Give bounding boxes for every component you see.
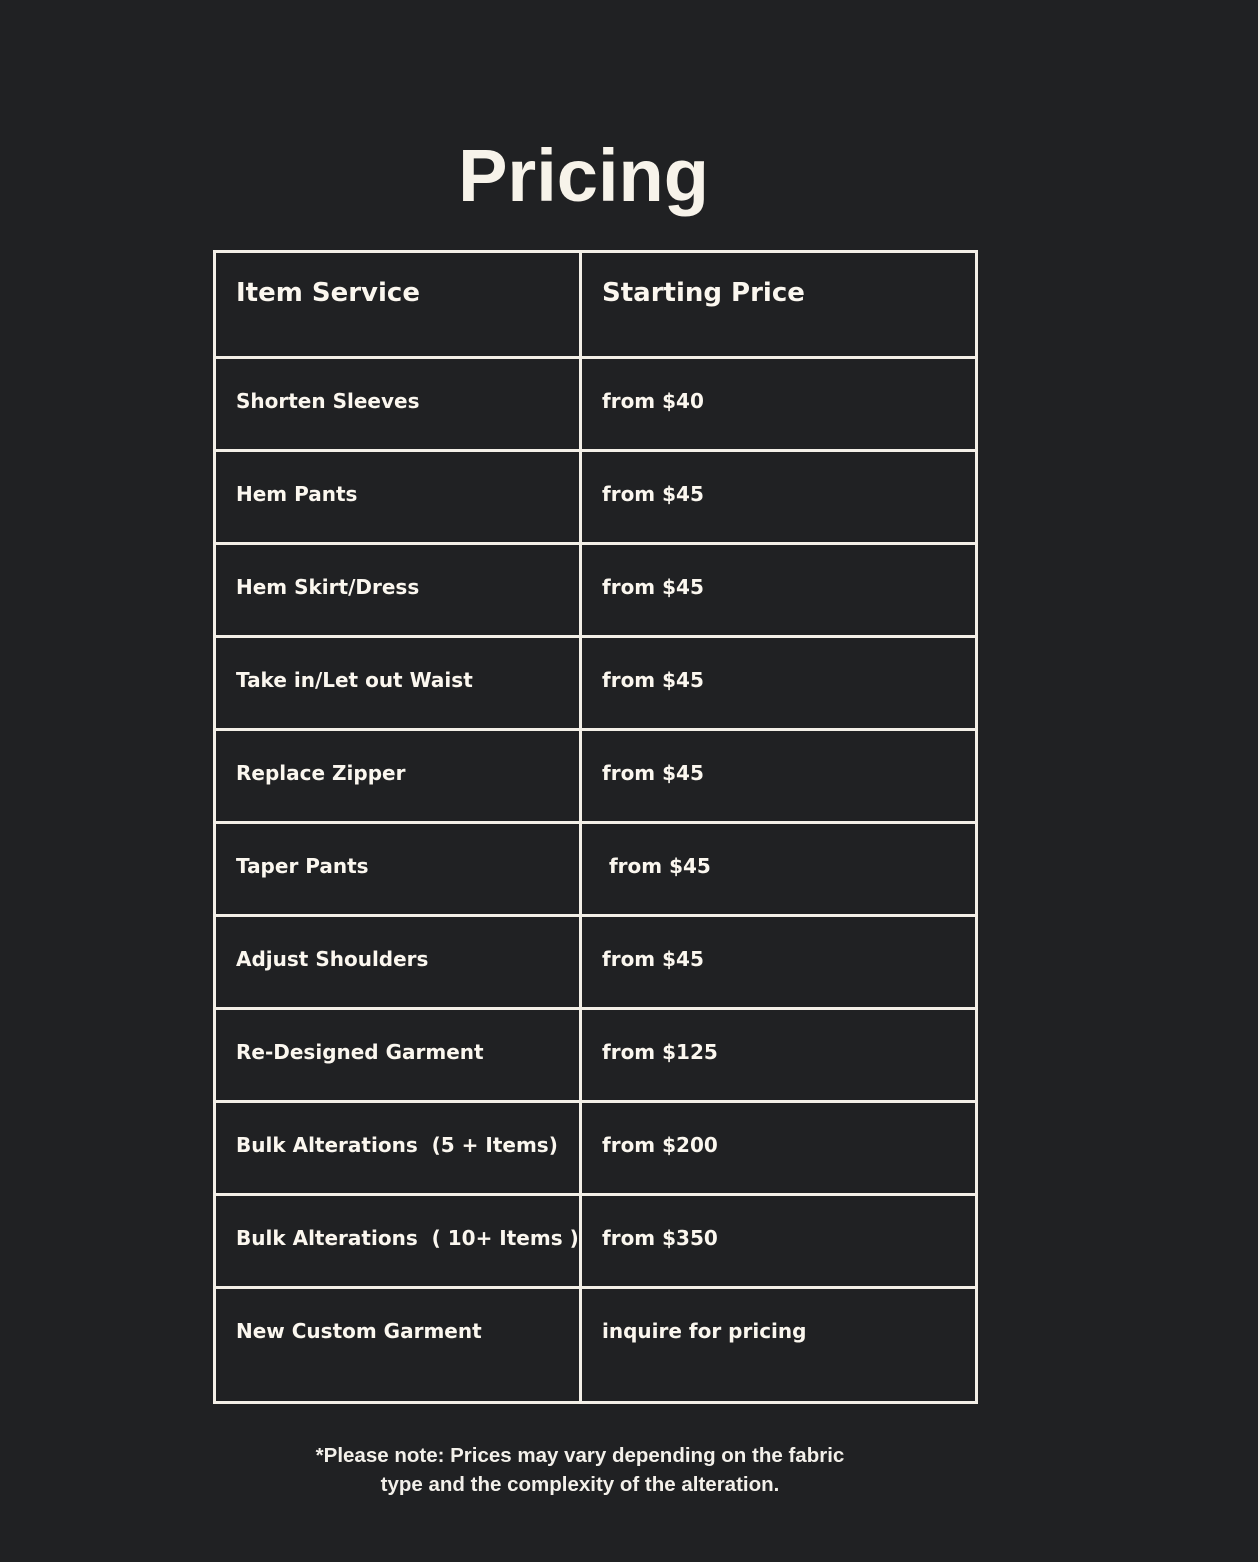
service-cell: Adjust Shoulders — [215, 916, 581, 1009]
price-cell: from $45 — [581, 451, 977, 544]
service-cell: Taper Pants — [215, 823, 581, 916]
service-cell: Bulk Alterations ( 10+ Items ) — [215, 1195, 581, 1288]
table-row — [215, 1288, 977, 1403]
column-header-service: Item Service — [215, 252, 581, 358]
price-cell: inquire for pricing — [581, 1288, 977, 1403]
table-row — [215, 637, 977, 730]
price-cell: from $200 — [581, 1102, 977, 1195]
column-header-price: Starting Price — [581, 252, 977, 358]
service-cell: New Custom Garment — [215, 1288, 581, 1403]
table-header-row — [215, 252, 977, 358]
service-cell: Bulk Alterations (5 + Items) — [215, 1102, 581, 1195]
price-cell: from $40 — [581, 358, 977, 451]
footnote-line-2: type and the complexity of the alteration. — [380, 1472, 780, 1496]
service-cell: Take in/Let out Waist — [215, 637, 581, 730]
service-cell: Hem Pants — [215, 451, 581, 544]
table-row — [215, 823, 977, 916]
table-row — [215, 916, 977, 1009]
table-row — [215, 358, 977, 451]
table-row — [215, 1195, 977, 1288]
page-title: Pricing — [458, 133, 709, 217]
service-cell: Hem Skirt/Dress — [215, 544, 581, 637]
service-cell: Re-Designed Garment — [215, 1009, 581, 1102]
price-cell: from $350 — [581, 1195, 977, 1288]
price-cell: from $45 — [581, 730, 977, 823]
footnote-line-1: *Please note: Prices may vary depending on the fabric — [315, 1443, 845, 1467]
table-row — [215, 451, 977, 544]
pricing-footnote — [0, 1441, 1160, 1499]
table-row — [215, 730, 977, 823]
price-cell: from $45 — [581, 823, 977, 916]
pricing-table — [213, 250, 978, 1404]
table-row — [215, 544, 977, 637]
table-row — [215, 1009, 977, 1102]
price-cell: from $45 — [581, 916, 977, 1009]
service-cell: Replace Zipper — [215, 730, 581, 823]
table-row — [215, 1102, 977, 1195]
price-cell: from $125 — [581, 1009, 977, 1102]
price-cell: from $45 — [581, 637, 977, 730]
price-cell: from $45 — [581, 544, 977, 637]
service-cell: Shorten Sleeves — [215, 358, 581, 451]
